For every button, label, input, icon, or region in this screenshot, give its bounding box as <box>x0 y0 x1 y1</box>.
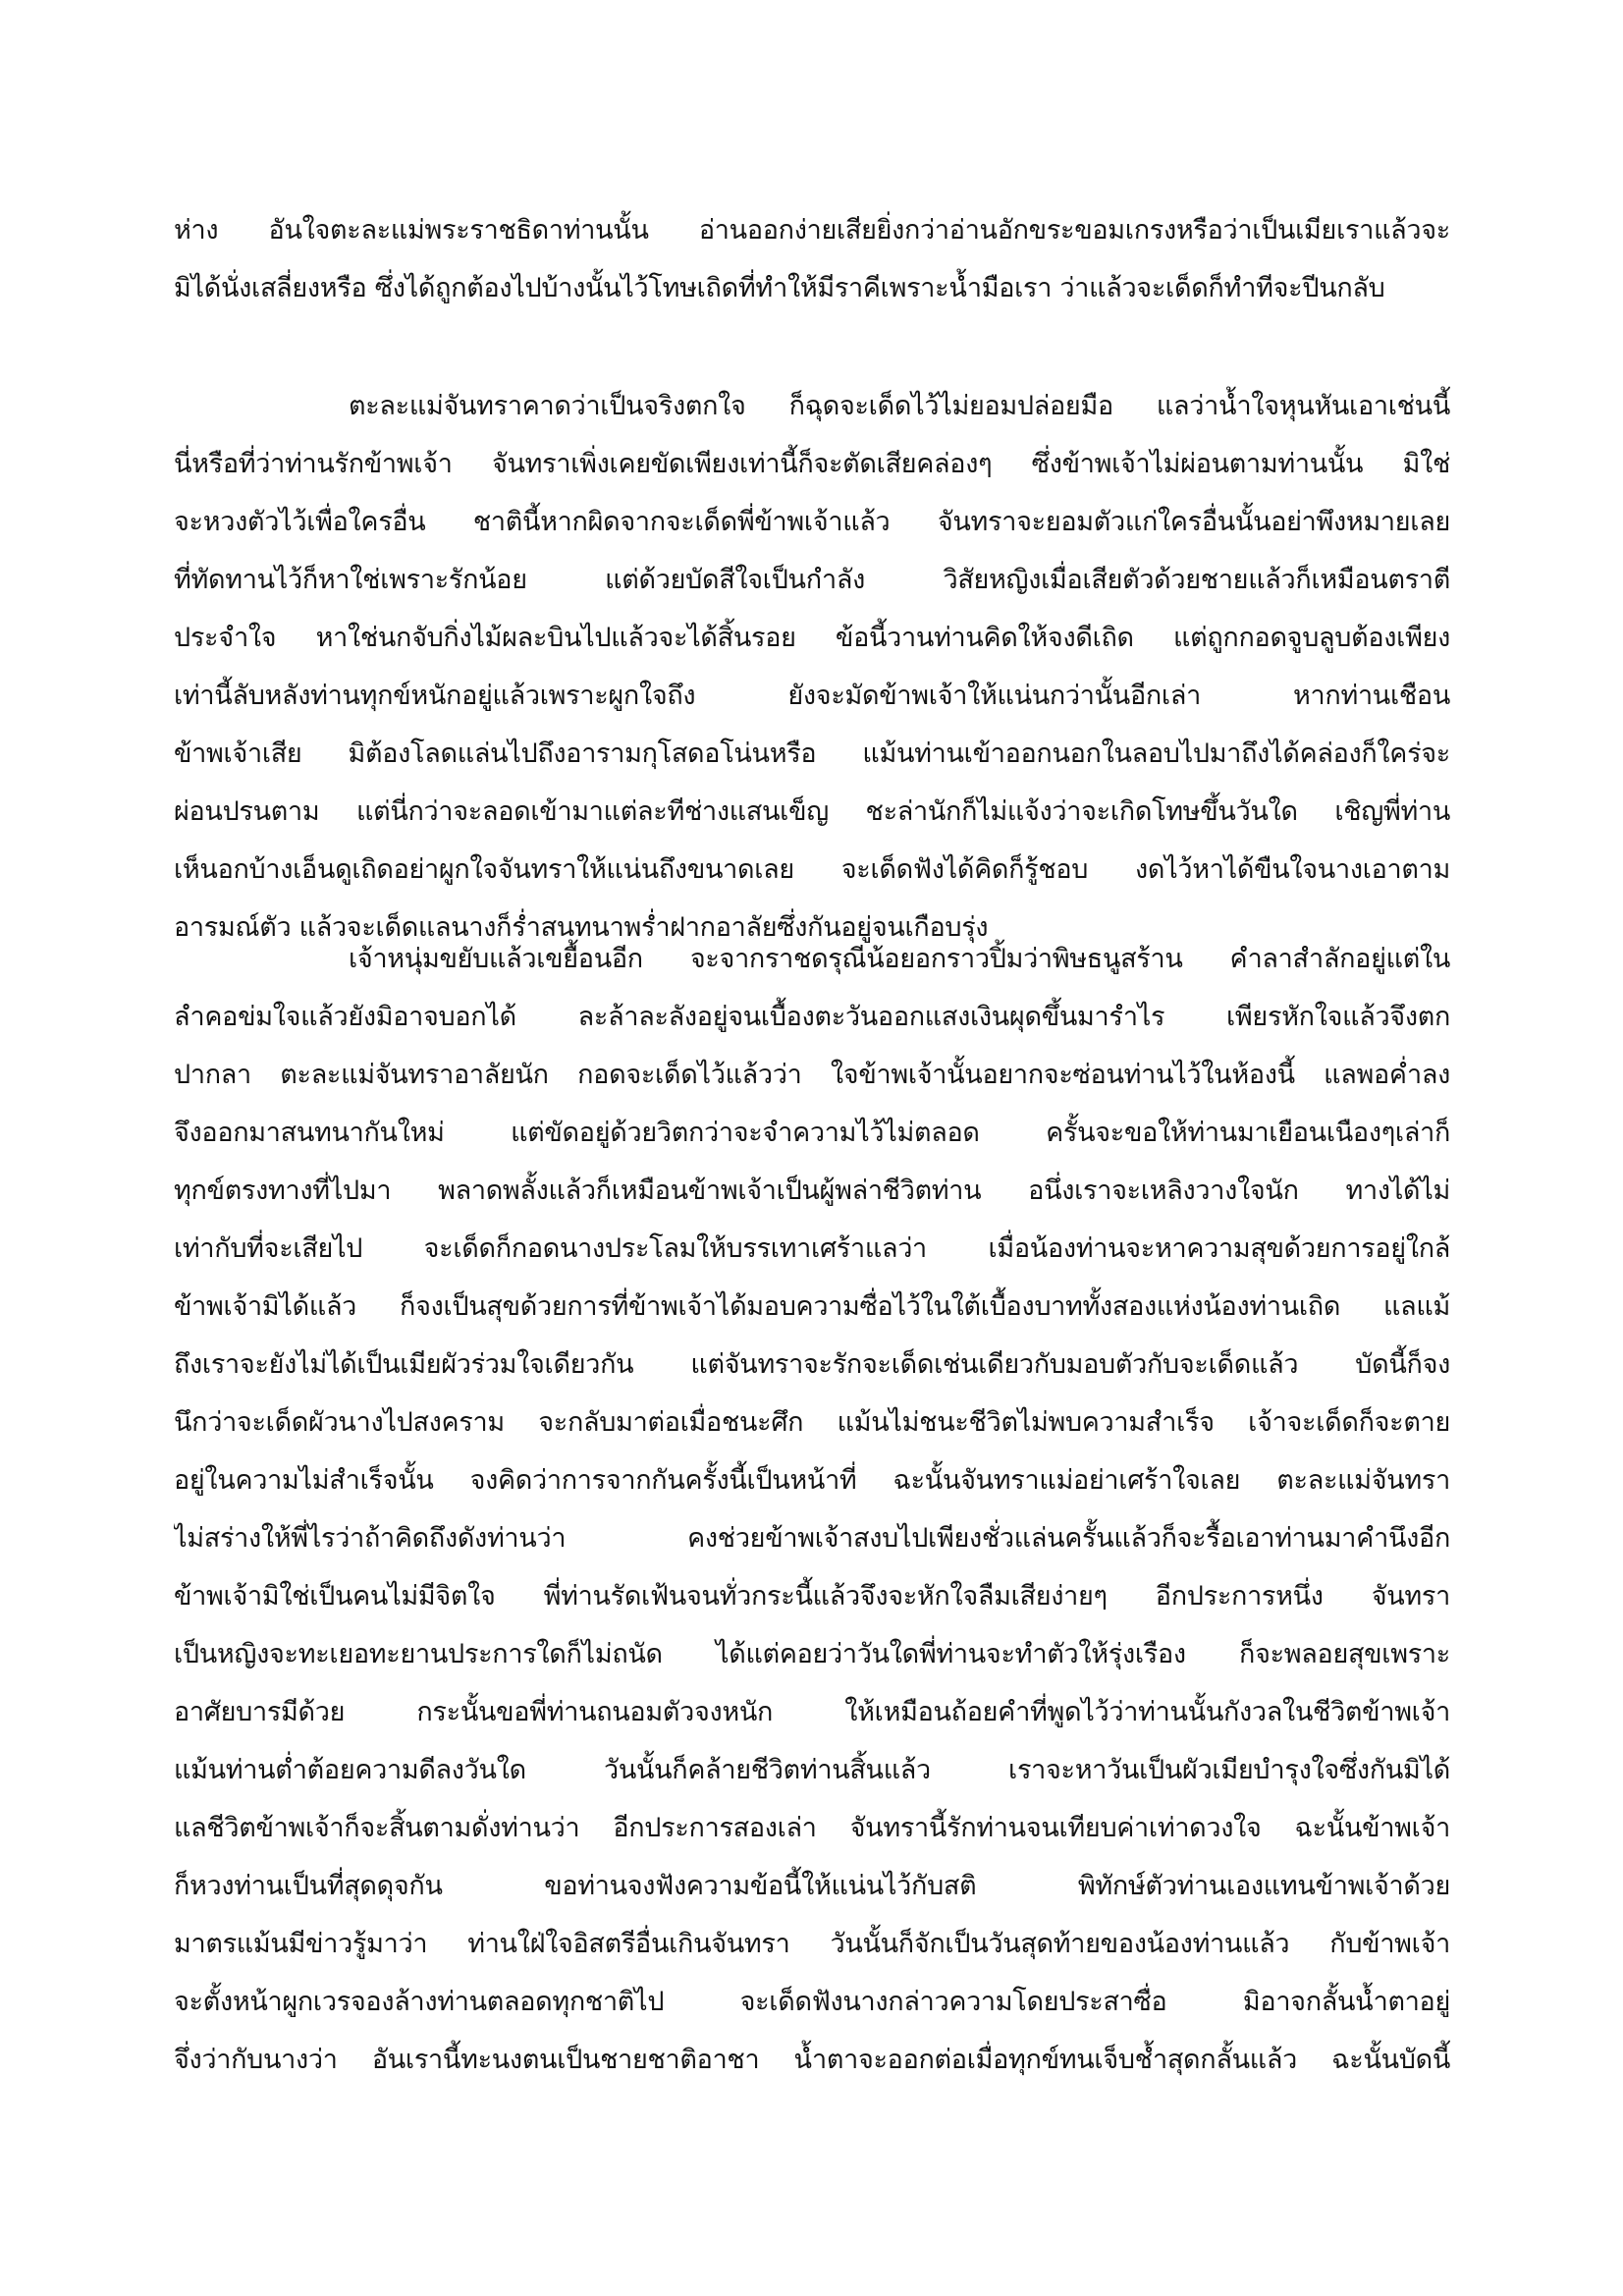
text-line: ไม่สร่างให้พี่ไรว่าถ้าคิดถึงดังท่านว่า คงช่วยข้าพเจ้าสงบไปเพียงชั่วแล่นครั้นแล้วก็จะรื้อเอาท่านมาคำนึงอีก <box>174 1523 1450 1554</box>
text-line: ก็หวงท่านเป็นที่สุดดุจกัน ขอท่านจงฟังความข้อนี้ให้แน่นไว้กับสติ พิทักษ์ตัวท่านเองแทนข้าพเจ้าด้วย <box>174 1871 1450 1901</box>
text-line: จะตั้งหน้าผูกเวรจองล้างท่านตลอดทุกชาติไป จะเด็ดฟังนางกล่าวความโดยประสาซื่อ มิอาจกลั้นน้ำตาอยู่ <box>174 1987 1450 2017</box>
text-line: ถึงเราจะยังไม่ได้เป็นเมียผัวร่วมใจเดียวกัน แต่จันทราจะรักจะเด็ดเช่นเดียวกับมอบตัวกับจะเด็ดแล้ว บัดนี้ก็จง <box>174 1349 1450 1380</box>
text-line: เห็นอกบ้างเอ็นดูเถิดอย่าผูกใจจันทราให้แน่นถึงขนาดเลย จะเด็ดฟังได้คิดก็รู้ชอบ งดไว้หาได้ขืนใจนางเอาตาม <box>174 854 1450 885</box>
text-line: จึ่งว่ากับนางว่า อันเรานี้ทะนงตนเป็นชายชาติอาชา น้ำตาจะออกต่อเมื่อทุกข์ทนเจ็บช้ำสุดกลั้นแล้ว ฉะนั้นบัดนี้ <box>174 2045 1450 2075</box>
text-line: ข้าพเจ้ามิได้แล้ว ก็จงเป็นสุขด้วยการที่ข้าพเจ้าได้มอบความซื่อไว้ในใต้เบื้องบาททั้งสองแห่งน้องท่านเถิด แลแม้ <box>174 1291 1450 1322</box>
text-line: ข้าพเจ้าเสีย มิต้องโลดแล่นไปถึงอารามกุโสดอโน่นหรือ แม้นท่านเข้าออกนอกในลอบไปมาถึงได้คล่องก็ใคร่จะ <box>174 738 1450 769</box>
paragraph-1 <box>174 201 1450 317</box>
text-line: ที่ทัดทานไว้ก็หาใช่เพราะรักน้อย แต่ด้วยบัดสีใจเป็นกำลัง วิสัยหญิงเมื่อเสียตัวด้วยชายแล้วก็เหมือนตราตี <box>174 565 1450 595</box>
text-line: อาศัยบารมีด้วย กระนั้นขอพี่ท่านถนอมตัวจงหนัก ให้เหมือนถ้อยคำที่พูดไว้ว่าท่านนั้นกังวลในชีวิตข้าพเจ้า <box>174 1697 1450 1727</box>
text-line: เจ้าหนุ่มขยับแล้วเขยื้อนอีก จะจากราชดรุณีน้อยอกราวปิ้มว่าพิษธนูสร้าน คำลาสำลักอยู่แต่ใน <box>349 944 1450 974</box>
text-line: มาตรแม้นมีข่าวรู้มาว่า ท่านใฝ่ใจอิสตรีอื่นเกินจันทรา วันนั้นก็จักเป็นวันสุดท้ายของน้องท่านแล้ว กับข้าพเจ้า <box>174 1929 1450 1959</box>
text-line: มิได้นั่งเสลี่ยงหรือ ซึ่งได้ถูกต้องไปบ้างนั้นไว้โทษเถิดที่ทำให้มีราคีเพราะน้ำมือเรา ว่าแล้วจะเด็ดก็ทำทีจะปีนกลับ <box>174 273 1385 303</box>
text-line: ผ่อนปรนตาม แต่นี่กว่าจะลอดเข้ามาแต่ละทีช่างแสนเข็ญ ชะล่านักก็ไม่แจ้งว่าจะเกิดโทษขึ้นวันใด เชิญพี่ท่าน <box>174 796 1450 827</box>
text-line: ข้าพเจ้ามิใช่เป็นคนไม่มีจิตใจ พี่ท่านรัดเฟ้นจนทั่วกระนี้แล้วจึงจะหักใจลืมเสียง่ายๆ อีกประการหนึ่ง จันทรา <box>174 1581 1450 1612</box>
text-line: ปากลา ตะละแม่จันทราอาลัยนัก กอดจะเด็ดไว้แล้วว่า ใจข้าพเจ้านั้นอยากจะซ่อนท่านไว้ในห้องนี้ แลพอค่ำลง <box>174 1060 1450 1090</box>
text-line: ลำคอข่มใจแล้วยังมิอาจบอกได้ ละล้าละลังอยู่จนเบื้องตะวันออกแสงเงินผุดขึ้นมารำไร เพียรหักใจแล้วจึงตก <box>174 1002 1450 1032</box>
paragraph-3 <box>174 930 1450 2089</box>
text-line: จะหวงตัวไว้เพื่อใครอื่น ชาตินี้หากผิดจากจะเด็ดพี่ข้าพเจ้าแล้ว จันทราจะยอมตัวแก่ใครอื่นนั้นอย่าพึงหมายเลย <box>174 507 1450 537</box>
text-line: เป็นหญิงจะทะเยอทะยานประการใดก็ไม่ถนัด ได้แต่คอยว่าวันใดพี่ท่านจะทำตัวให้รุ่งเรือง ก็จะพลอยสุขเพราะ <box>174 1639 1450 1669</box>
text-line: อารมณ์ตัว แล้วจะเด็ดแลนางก็ร่ำสนทนาพร่ำฝากอาลัยซึ่งกันอยู่จนเกือบรุ่ง <box>174 912 989 943</box>
paragraph-2 <box>174 377 1450 957</box>
text-line: ห่าง อันใจตะละแม่พระราชธิดาท่านนั้น อ่านออกง่ายเสียยิ่งกว่าอ่านอักขระขอมเกรงหรือว่าเป็นเมียเราแล้วจะ <box>174 215 1450 246</box>
text-line: อยู่ในความไม่สำเร็จนั้น จงคิดว่าการจากกันครั้งนี้เป็นหน้าที่ ฉะนั้นจันทราแม่อย่าเศร้าใจเลย ตะละแม่จันทรา <box>174 1465 1450 1496</box>
text-line: นี่หรือที่ว่าท่านรักข้าพเจ้า จันทราเพิ่งเคยขัดเพียงเท่านี้ก็จะตัดเสียคล่องๆ ซึ่งข้าพเจ้าไม่ผ่อนตามท่านนั้น มิใช่ <box>174 449 1450 479</box>
text-line: แลชีวิตข้าพเจ้าก็จะสิ้นตามดั่งท่านว่า อีกประการสองเล่า จันทรานี้รักท่านจนเทียบค่าเท่าดวงใจ ฉะนั้นข้าพเจ้า <box>174 1813 1450 1843</box>
text-line: จึงออกมาสนทนากันใหม่ แต่ขัดอยู่ด้วยวิตกว่าจะจำความไว้ไม่ตลอด ครั้นจะขอให้ท่านมาเยือนเนืองๆเล่าก็ <box>174 1118 1450 1148</box>
text-line: ทุกข์ตรงทางที่ไปมา พลาดพลั้งแล้วก็เหมือนข้าพเจ้าเป็นผู้พล่าชีวิตท่าน อนึ่งเราจะเหลิงวางใจนัก ทางได้ไม่ <box>174 1175 1450 1206</box>
text-line: ตะละแม่จันทราคาดว่าเป็นจริงตกใจ ก็ฉุดจะเด็ดไว้ไม่ยอมปล่อยมือ แลว่าน้ำใจหุนหันเอาเช่นนี้ <box>349 391 1450 421</box>
text-line: ประจำใจ หาใช่นกจับกิ่งไม้ผละบินไปแล้วจะได้สิ้นรอย ข้อนี้วานท่านคิดให้จงดีเถิด แต่ถูกกอดจูบลูบต้องเพียง <box>174 623 1450 653</box>
text-line: เท่ากับที่จะเสียไป จะเด็ดก็กอดนางประโลมให้บรรเทาเศร้าแลว่า เมื่อน้องท่านจะหาความสุขด้วยการอยู่ใกล้ <box>174 1233 1450 1264</box>
text-line: นึกว่าจะเด็ดผัวนางไปสงคราม จะกลับมาต่อเมื่อชนะศึก แม้นไม่ชนะชีวิตไม่พบความสำเร็จ เจ้าจะเด็ดก็จะตาย <box>174 1407 1450 1438</box>
text-line: แม้นท่านต่ำต้อยความดีลงวันใด วันนั้นก็คล้ายชีวิตท่านสิ้นแล้ว เราจะหาวันเป็นผัวเมียบำรุงใจซึ่งกันมิได้ <box>174 1755 1450 1785</box>
text-line: เท่านี้ลับหลังท่านทุกข์หนักอยู่แล้วเพราะผูกใจถึง ยังจะมัดข้าพเจ้าให้แน่นกว่านั้นอีกเล่า หากท่านเชือน <box>174 681 1450 711</box>
